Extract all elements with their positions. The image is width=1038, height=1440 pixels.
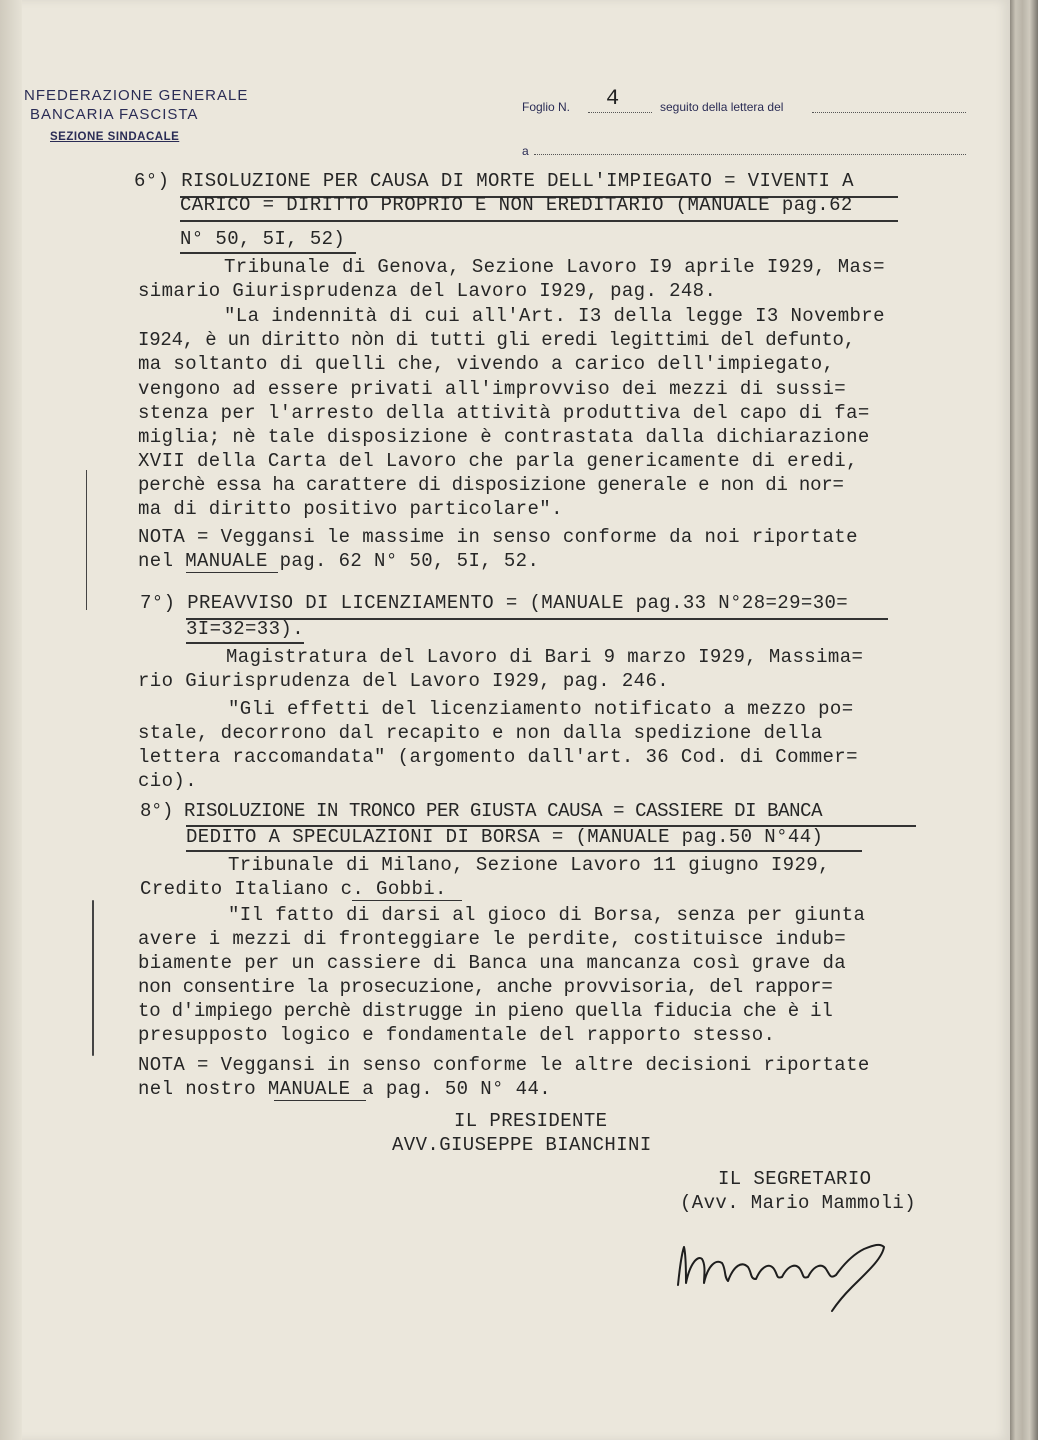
underline-8-manuale xyxy=(274,1100,366,1101)
foglio-dotted-line xyxy=(588,112,652,113)
line-7-quote-2: stale, decorrono dal recapito e non dalla spedizione della xyxy=(138,722,823,744)
line-7-quote-4: cio). xyxy=(138,770,198,792)
line-6-quote-4: vengono ad essere privati all'improvviso dei mezzi di sussi= xyxy=(138,378,847,400)
secretary-title: IL SEGRETARIO xyxy=(718,1168,872,1190)
addressee-label: a xyxy=(522,144,529,158)
line-8-quote-4: non consentire la prosecuzione, anche provvisoria, del rappor= xyxy=(138,976,833,998)
underline-7-2 xyxy=(186,642,304,644)
line-6-quote-2: I924, è un diritto nòn di tutti gli eredi legittimi del defunto, xyxy=(138,329,855,351)
line-6-nota-2: nel MANUALE pag. 62 N° 50, 5I, 52. xyxy=(138,550,540,572)
foglio-label: Foglio N. xyxy=(522,100,571,114)
seguito-label: seguito della lettera del xyxy=(660,100,784,114)
line-8-nota-1: NOTA = Veggansi in senso conforme le altre decisioni riportate xyxy=(138,1054,870,1076)
addressee-dotted-line xyxy=(534,154,966,155)
line-7-heading-2: 3I=32=33). xyxy=(186,618,305,640)
line-6-nota-1: NOTA = Veggansi le massime in senso conforme da noi riportate xyxy=(138,526,858,548)
line-6-quote-9: ma di diritto positivo particolare". xyxy=(138,498,563,520)
line-7-heading-1: 7°) PREAVVISO DI LICENZIAMENTO = (MANUALE pag.33 N°28=29=30= xyxy=(140,592,849,614)
line-8-heading-1: 8°) RISOLUZIONE IN TRONCO PER GIUSTA CAUSA = CASSIERE DI BANCA xyxy=(140,800,823,822)
letterhead-line-1: NFEDERAZIONE GENERALE xyxy=(24,87,249,104)
line-7-massimario: rio Giurisprudenza del Lavoro I929, pag. 246. xyxy=(138,670,670,692)
line-6-heading-2: CARICO = DIRITTO PROPRIO E NON EREDITARIO (MANUALE pag.62 xyxy=(180,194,853,216)
seguito-dotted-line xyxy=(812,112,966,113)
line-7-quote-1: "Gli effetti del licenziamento notificato a mezzo po= xyxy=(228,698,854,720)
line-8-court: Tribunale di Milano, Sezione Lavoro 11 giugno I929, xyxy=(228,854,830,876)
line-8-quote-5: to d'impiego perchè distrugge in pieno quella fiducia che è il xyxy=(138,1000,833,1022)
line-8-parties: Credito Italiano c. Gobbi. xyxy=(140,878,447,900)
underline-8-2 xyxy=(186,850,862,852)
letterhead-section: SEZIONE SINDACALE xyxy=(50,131,180,143)
secretary-name: (Avv. Mario Mammoli) xyxy=(680,1192,917,1214)
president-title: IL PRESIDENTE xyxy=(454,1110,608,1132)
margin-mark-2 xyxy=(92,900,94,1056)
line-7-court: Magistratura del Lavoro di Bari 9 marzo I929, Massima= xyxy=(226,646,864,668)
line-6-quote-5: stenza per l'arresto della attività produttiva del capo di fa= xyxy=(138,402,870,424)
line-6-quote-8: perchè essa ha carattere di disposizione generale e non di nor= xyxy=(138,474,844,496)
underline-8-gobbi xyxy=(352,900,462,901)
line-6-quote-3: ma soltanto di quelli che, vivendo a carico dell'impiegato, xyxy=(138,353,835,375)
line-6-court: Tribunale di Genova, Sezione Lavoro I9 aprile I929, Mas= xyxy=(224,256,885,278)
line-6-quote-1: "La indennità di cui all'Art. I3 della legge I3 Novembre xyxy=(224,305,885,327)
margin-mark-1 xyxy=(86,470,87,610)
letterhead-line-2: BANCARIA FASCISTA xyxy=(30,106,199,123)
foglio-number: 4 xyxy=(606,86,620,111)
line-7-quote-3: lettera raccomandata" (argomento dall'art. 36 Cod. di Commer= xyxy=(138,746,858,768)
line-8-quote-1: "Il fatto di darsi al gioco di Borsa, senza per giunta xyxy=(228,904,866,926)
addressee-field xyxy=(522,144,529,158)
underline-6-3 xyxy=(180,252,356,254)
line-6-massimario: simario Giurisprudenza del Lavoro I929, pag. 248. xyxy=(138,280,717,302)
binding-edge xyxy=(0,0,22,1440)
line-8-heading-2: DEDITO A SPECULAZIONI DI BORSA = (MANUALE pag.50 N°44) xyxy=(186,826,824,848)
line-8-quote-3: biamente per un cassiere di Banca una mancanza così grave da xyxy=(138,952,847,974)
foglio-field xyxy=(522,86,784,114)
line-6-quote-7: XVII della Carta del Lavoro che parla genericamente di eredi, xyxy=(138,450,858,472)
president-name: AVV.GIUSEPPE BIANCHINI xyxy=(392,1134,652,1156)
secretary-signature xyxy=(670,1225,900,1315)
line-8-quote-6: presupposto logico e fondamentale del rapporto stesso. xyxy=(138,1024,776,1046)
page-stack-edge xyxy=(1010,0,1038,1440)
underline-6-manuale xyxy=(186,572,278,573)
line-6-heading-3: N° 50, 5I, 52) xyxy=(180,228,346,250)
underline-6-2 xyxy=(180,220,898,222)
line-8-nota-2: nel nostro MANUALE a pag. 50 N° 44. xyxy=(138,1078,552,1100)
line-6-quote-6: miglia; nè tale disposizione è contrastata dalla dichiarazione xyxy=(138,426,870,448)
line-8-quote-2: avere i mezzi di fronteggiare le perdite, costituisce indub= xyxy=(138,928,847,950)
letterhead xyxy=(24,86,248,147)
line-6-heading-1: 6°) RISOLUZIONE PER CAUSA DI MORTE DELL'IMPIEGATO = VIVENTI A xyxy=(134,170,854,192)
